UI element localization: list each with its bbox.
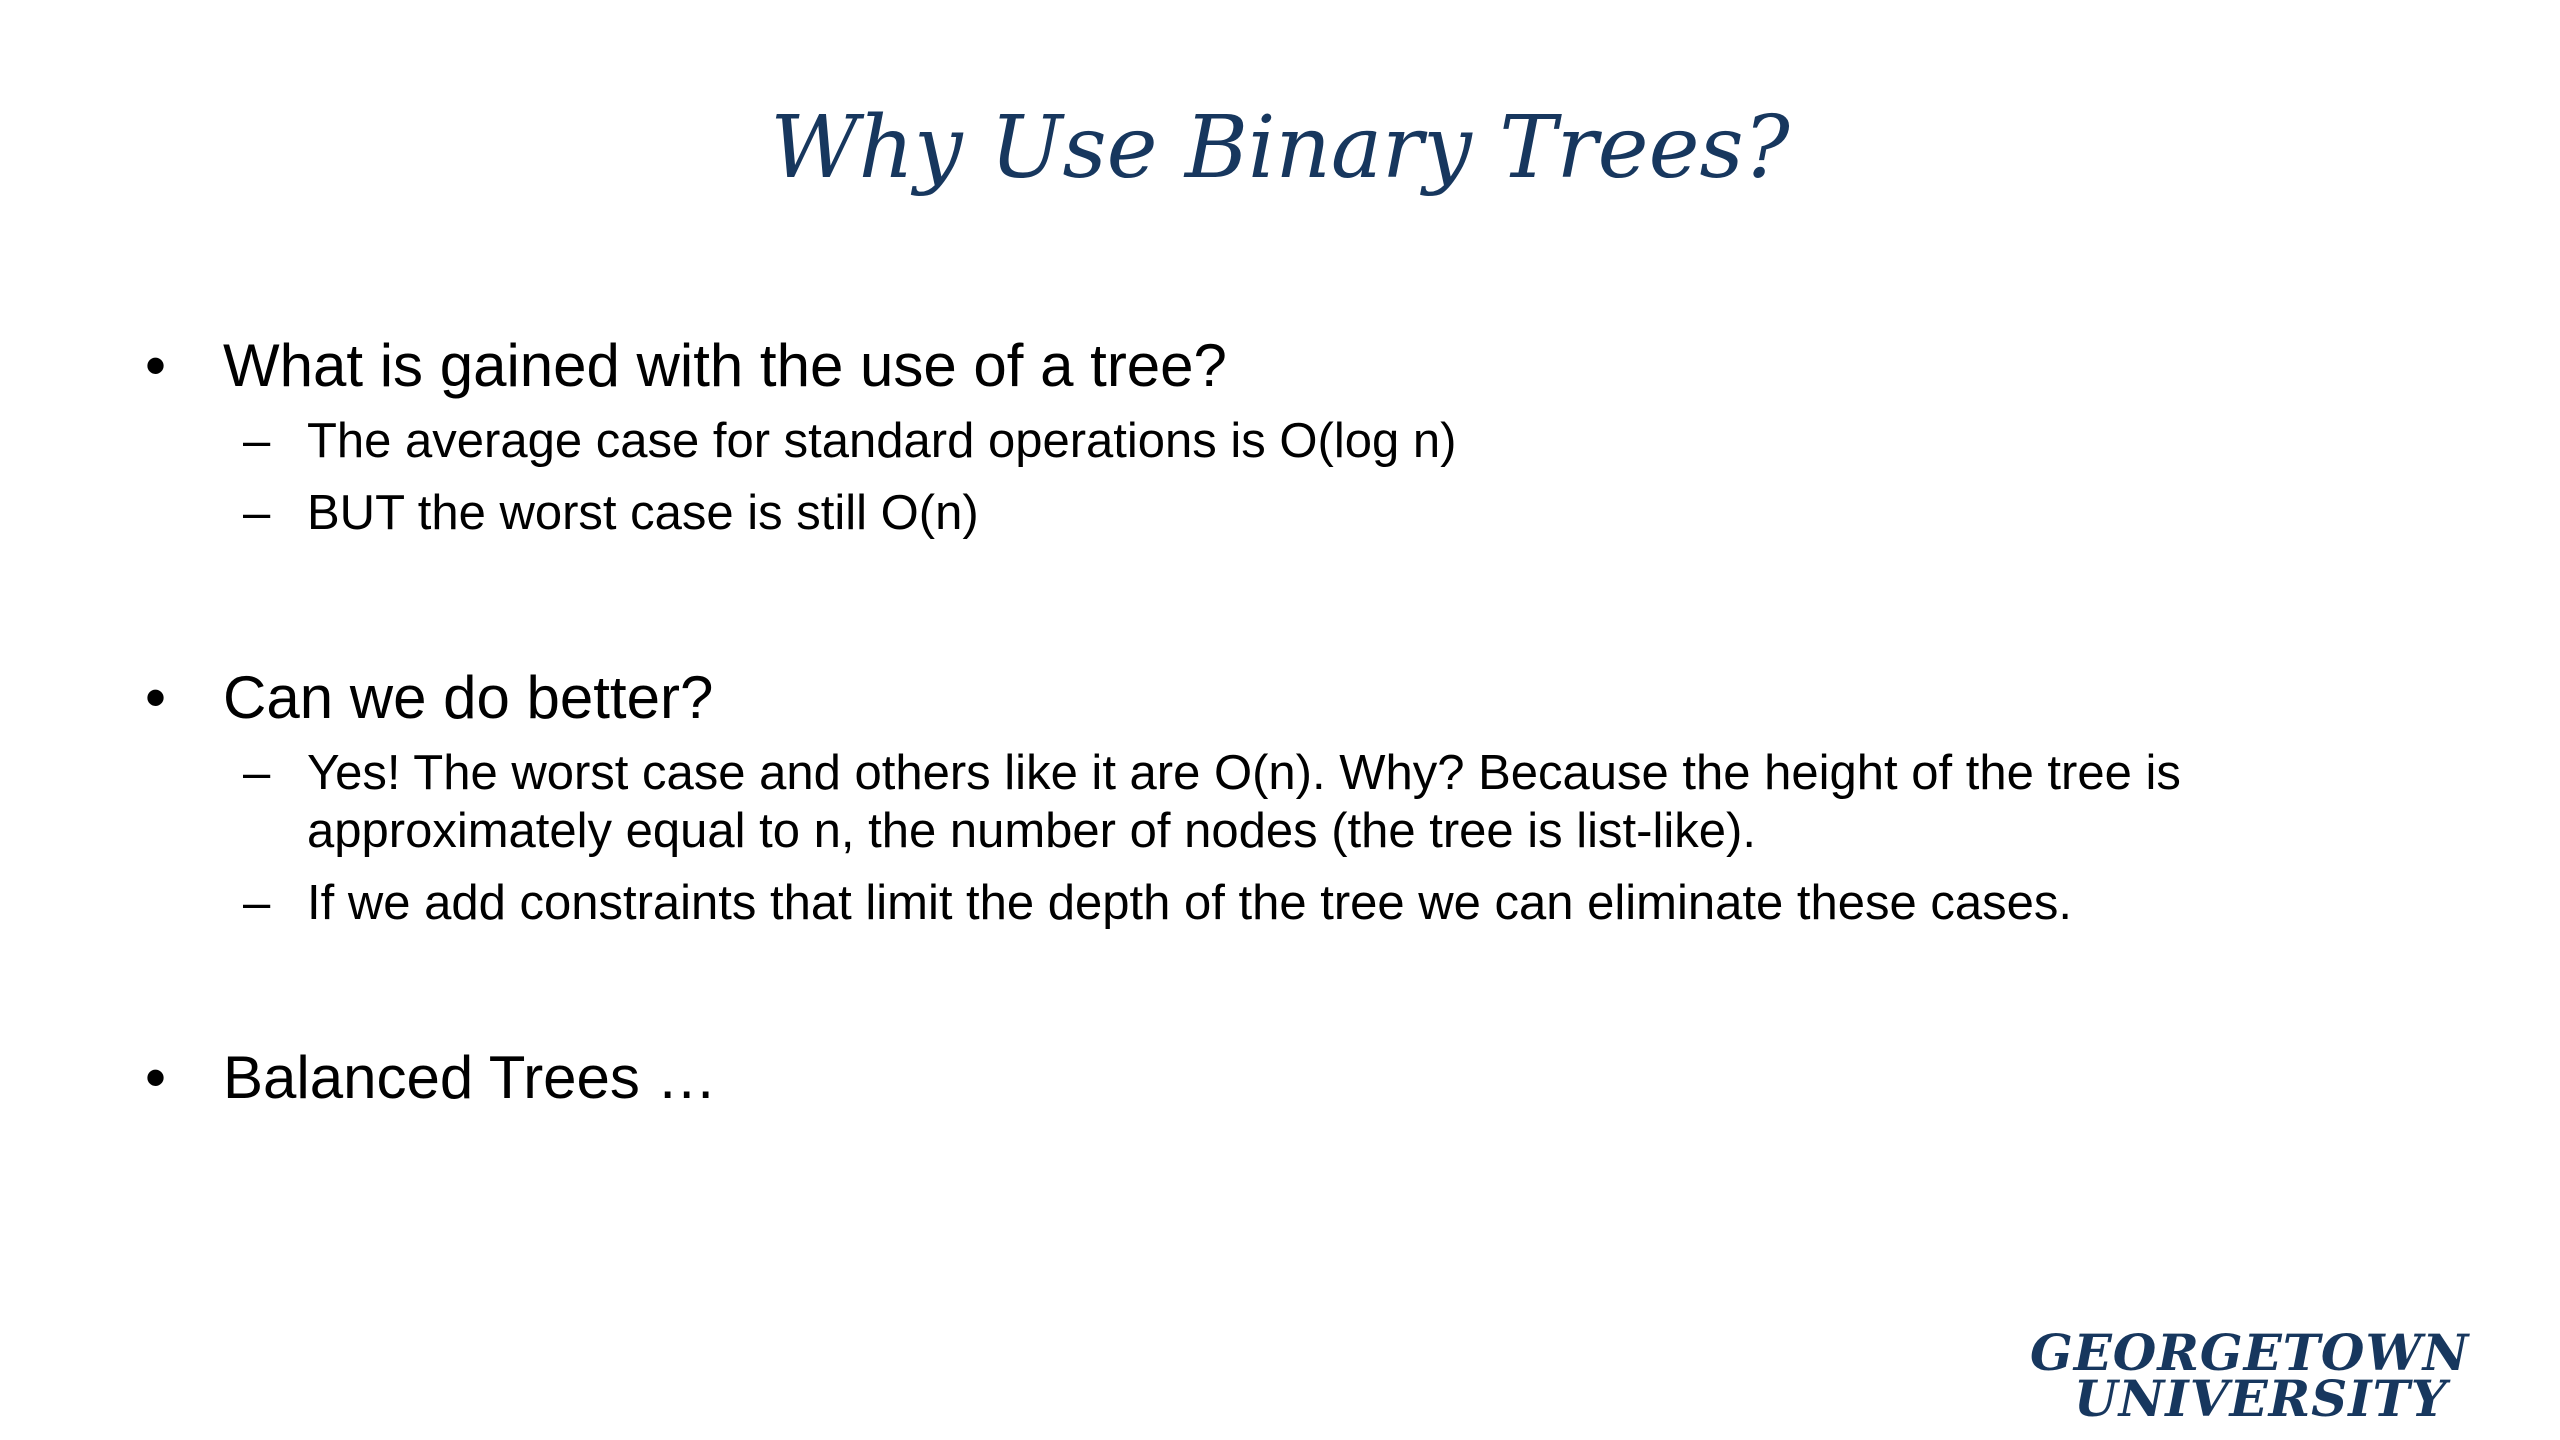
dash-icon: – <box>243 876 271 930</box>
bullet-icon: • <box>145 664 167 731</box>
sub-bullet-text: The average case for standard operations is O(log n) <box>307 414 1457 468</box>
logo-line-1: GEORGETOWN <box>2030 1323 2470 1382</box>
slide-title: Why Use Binary Trees? <box>770 98 1790 198</box>
sub-bullet-text: Yes! The worst case and others like it are O(n). Why? Because the height of the tree is approximately equal to n, the number of nodes (the tree is list-like). <box>307 746 2181 858</box>
sub-bullet-item <box>223 744 2275 860</box>
dash-icon: – <box>243 486 271 540</box>
bullet-list <box>145 330 2275 1114</box>
bullet-text: Can we do better? <box>223 664 714 731</box>
bullet-item <box>145 330 2275 402</box>
bullet-item <box>145 1042 2275 1114</box>
sub-bullet-text: If we add constraints that limit the depth of the tree we can eliminate these cases. <box>307 876 2072 930</box>
sub-bullet-item <box>223 484 2275 542</box>
dash-icon: – <box>243 746 271 800</box>
dash-icon: – <box>243 414 271 468</box>
georgetown-logo <box>2030 1325 2530 1440</box>
bullet-icon: • <box>145 1044 167 1111</box>
sub-bullet-text: BUT the worst case is still O(n) <box>307 486 979 540</box>
logo-line-2: UNIVERSITY <box>2074 1369 2448 1428</box>
bullet-icon: • <box>145 332 167 399</box>
bullet-item <box>145 662 2275 734</box>
bullet-text: Balanced Trees … <box>223 1044 717 1111</box>
bullet-text: What is gained with the use of a tree? <box>223 332 1227 399</box>
sub-bullet-item <box>223 874 2275 932</box>
sub-bullet-item <box>223 412 2275 470</box>
